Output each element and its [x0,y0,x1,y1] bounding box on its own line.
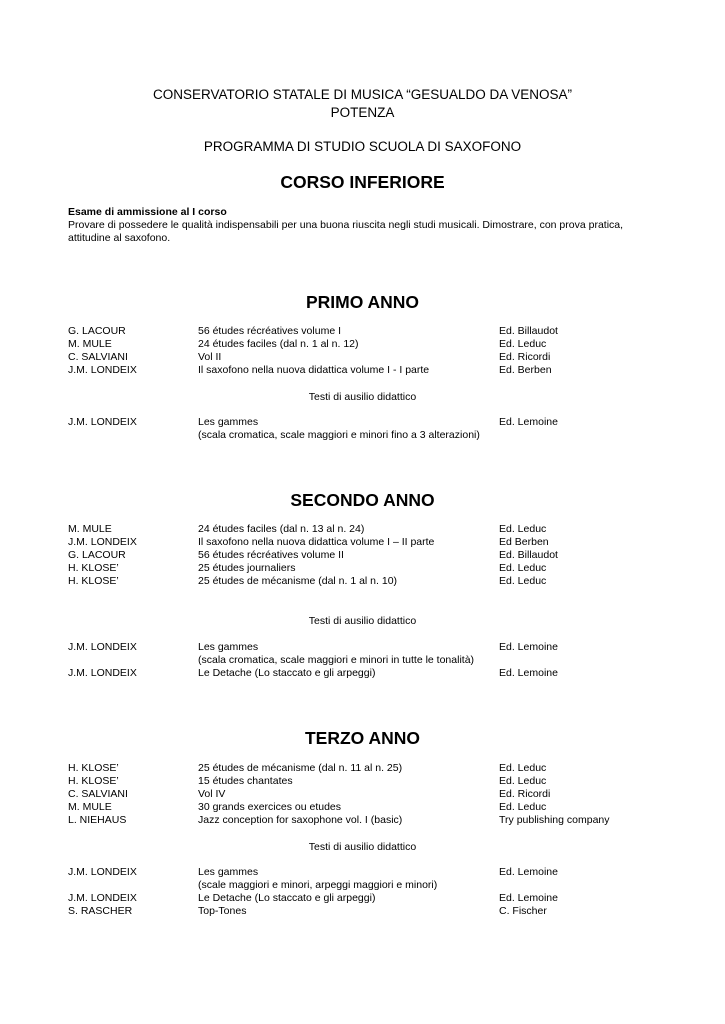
publisher-cell: Ed. Lemoine [499,641,558,653]
author-cell: J.M. LONDEIX [68,892,137,904]
table-row [0,667,725,680]
work-cell: 56 études récréatives volume II [198,549,344,561]
publisher-cell: Ed. Lemoine [499,866,558,878]
admission-text [68,219,658,245]
author-cell: H. KLOSE’ [68,575,119,587]
author-cell: S. RASCHER [68,905,133,917]
table-row [0,536,725,549]
program-title: PROGRAMMA DI STUDIO SCUOLA DI SAXOFONO [203,139,522,154]
table-row [0,892,725,905]
work-cell: Le Detache (Lo staccato e gli arpeggi) [198,667,376,679]
work-cell: Les gammes [198,416,259,428]
publisher-cell: Ed. Leduc [499,338,547,350]
table-row [0,549,725,562]
institution-city: POTENZA [330,105,395,120]
work-cell: Il saxofono nella nuova didattica volume I – II parte [198,536,435,548]
table-row [0,814,725,827]
work-cell: Le Detache (Lo staccato e gli arpeggi) [198,892,376,904]
table-row [0,775,725,788]
year-title-terzo: TERZO ANNO [304,728,421,748]
year-title-secondo: SECONDO ANNO [290,490,435,510]
table-row [0,654,725,667]
author-cell: M. MULE [68,338,112,350]
table-row [0,416,725,429]
table-row [0,762,725,775]
publisher-cell: Ed. Leduc [499,562,547,574]
work-cell: Les gammes [198,866,259,878]
publisher-cell: Ed. Leduc [499,801,547,813]
author-cell: H. KLOSE’ [68,775,119,787]
work-cell: (scala cromatica, scale maggiori e minori in tutte le tonalità) [198,654,475,666]
author-cell: M. MULE [68,801,112,813]
work-cell: 24 études faciles (dal n. 1 al n. 12) [198,338,359,350]
publisher-cell: Ed. Leduc [499,575,547,587]
table-row [0,429,725,442]
author-cell: J.M. LONDEIX [68,641,137,653]
author-cell: J.M. LONDEIX [68,536,137,548]
work-cell: Les gammes [198,641,259,653]
table-row [0,788,725,801]
table-row [0,801,725,814]
table-row [0,523,725,536]
work-cell: (scale maggiori e minori, arpeggi maggiori e minori) [198,879,438,891]
author-cell: J.M. LONDEIX [68,667,137,679]
work-cell: Il saxofono nella nuova didattica volume I - I parte [198,364,430,376]
publisher-cell: Ed. Berben [499,364,552,376]
publisher-cell: Ed. Lemoine [499,892,558,904]
publisher-cell: Ed. Lemoine [499,667,558,679]
publisher-cell: Ed. Lemoine [499,416,558,428]
admission-label: Esame di ammissione al I corso [68,206,227,218]
table-row [0,325,725,338]
work-cell: Vol IV [198,788,226,800]
aux-label: Testi di ausilio didattico [308,391,417,403]
work-cell: Top-Tones [198,905,247,917]
work-cell: 15 études chantates [198,775,293,787]
aux-label: Testi di ausilio didattico [308,615,417,627]
table-row [0,338,725,351]
course-title: CORSO INFERIORE [280,172,445,192]
publisher-cell: Ed Berben [499,536,549,548]
aux-label: Testi di ausilio didattico [308,841,417,853]
author-cell: H. KLOSE’ [68,562,119,574]
work-cell: 25 études de mécanisme (dal n. 11 al n. 25) [198,762,403,774]
author-cell: G. LACOUR [68,325,126,337]
author-cell: G. LACOUR [68,549,126,561]
table-row [0,866,725,879]
work-cell: Vol II [198,351,222,363]
admission-line-1: Provare di possedere le qualità indispensabili per una buona riuscita negli studi musicali. Dimostrare, con prova pratica, [68,219,624,231]
work-cell: 24 études faciles (dal n. 13 al n. 24) [198,523,365,535]
publisher-cell: Ed. Ricordi [499,788,551,800]
work-cell: 25 études journaliers [198,562,296,574]
publisher-cell: Ed. Leduc [499,523,547,535]
publisher-cell: Ed. Leduc [499,762,547,774]
author-cell: J.M. LONDEIX [68,416,137,428]
year-title-primo: PRIMO ANNO [305,292,420,312]
table-row [0,562,725,575]
work-cell: 25 études de mécanisme (dal n. 1 al n. 10) [198,575,398,587]
institution-name: CONSERVATORIO STATALE DI MUSICA “GESUALDO DA VENOSA” [152,87,573,102]
author-cell: L. NIEHAUS [68,814,127,826]
publisher-cell: Try publishing company [499,814,610,826]
publisher-cell: Ed. Leduc [499,775,547,787]
table-row [0,641,725,654]
author-cell: H. KLOSE’ [68,762,119,774]
table-row [0,575,725,588]
table-row [0,879,725,892]
publisher-cell: C. Fischer [499,905,547,917]
admission-line-2: attitudine al saxofono. [68,232,171,244]
work-cell: Jazz conception for saxophone vol. I (basic) [198,814,403,826]
author-cell: C. SALVIANI [68,788,128,800]
publisher-cell: Ed. Billaudot [499,549,558,561]
table-row [0,364,725,377]
table-row [0,905,725,918]
author-cell: C. SALVIANI [68,351,128,363]
author-cell: J.M. LONDEIX [68,364,137,376]
work-cell: 56 études récréatives volume I [198,325,341,337]
publisher-cell: Ed. Ricordi [499,351,551,363]
publisher-cell: Ed. Billaudot [499,325,558,337]
author-cell: M. MULE [68,523,112,535]
author-cell: J.M. LONDEIX [68,866,137,878]
work-cell: 30 grands exercices ou etudes [198,801,342,813]
table-row [0,351,725,364]
work-cell: (scala cromatica, scale maggiori e minori fino a 3 alterazioni) [198,429,480,441]
